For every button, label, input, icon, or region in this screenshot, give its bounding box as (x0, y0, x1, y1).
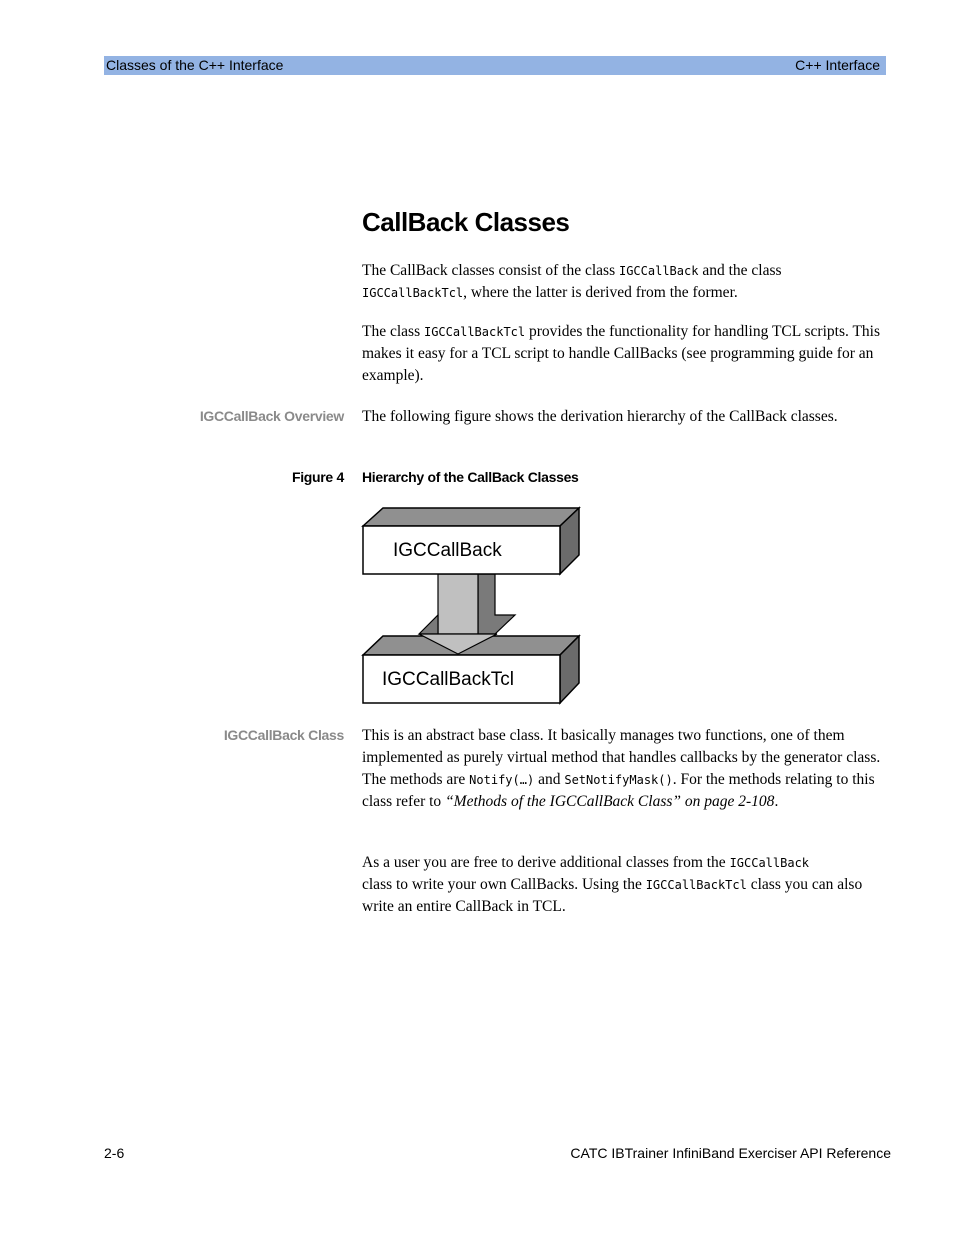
class-name-code: IGCCallBackTcl (423, 325, 526, 339)
top-class-box (363, 508, 579, 574)
arrow-shadow (478, 574, 515, 634)
margin-label-class: IGCCallBack Class (223, 727, 344, 743)
text-run: . (774, 793, 779, 810)
running-header (104, 56, 886, 75)
text-run: The class (362, 323, 424, 340)
method-name-code: SetNotifyMask() (564, 773, 673, 787)
bottom-box-label: IGCCallBackTcl (382, 669, 514, 690)
text-run: The CallBack classes consist of the class (362, 262, 619, 279)
book-title: CATC IBTrainer InfiniBand Exerciser API Reference (570, 1145, 891, 1161)
class-name-code: IGCCallBack (729, 856, 810, 870)
section-title: CallBack Classes (362, 207, 570, 237)
class-paragraph-1 (362, 725, 890, 813)
class-name-code: IGCCallBackTcl (362, 286, 464, 300)
text-run: and the class (698, 262, 782, 279)
text-run: and (534, 771, 565, 788)
class-paragraph-2 (362, 852, 890, 918)
intro-paragraph-2 (362, 321, 890, 387)
cross-reference-link[interactable]: “Methods of the IGCCallBack Class” on page 2-108 (445, 793, 775, 810)
intro-paragraph-1 (362, 260, 890, 304)
header-section-title: C++ Interface (795, 57, 880, 73)
class-name-code: IGCCallBack (618, 264, 699, 278)
header-chapter-title: Classes of the C++ Interface (106, 57, 284, 73)
text-run: As a user you are free to derive additional classes from the (362, 854, 730, 871)
figure-number: Figure 4 (291, 469, 344, 485)
text-run: , where the latter is derived from the former. (463, 284, 738, 301)
text-run: class you can also write an entire CallBack in TCL. (362, 876, 863, 915)
page-number: 2-6 (104, 1145, 125, 1161)
figure-title: Hierarchy of the CallBack Classes (362, 469, 579, 485)
class-name-code: IGCCallBackTcl (645, 878, 747, 892)
text-run: This is an abstract base class. It basically manages two functions, one of them implemented as purely virtual method that handles callbacks by the generator class. The methods are (362, 727, 881, 788)
top-box-top-face (363, 508, 579, 526)
text-run: class to write your own CallBacks. Using the (362, 876, 646, 893)
text-run: . For the methods relating to this class refer to (362, 771, 875, 810)
arrow-head-bevel (419, 615, 438, 634)
text-run: provides the functionality for handling TCL scripts. This makes it easy for a TCL script to handle CallBacks (see programming guide for an example). (362, 323, 881, 384)
margin-label-overview: IGCCallBack Overview (199, 408, 344, 424)
class-hierarchy-diagram (355, 500, 595, 715)
overview-paragraph: The following figure shows the derivation hierarchy of the CallBack classes. (362, 408, 838, 425)
method-name-code: Notify(…) (469, 773, 535, 787)
arrow-shaft (438, 574, 478, 634)
top-box-label: IGCCallBack (393, 540, 502, 561)
